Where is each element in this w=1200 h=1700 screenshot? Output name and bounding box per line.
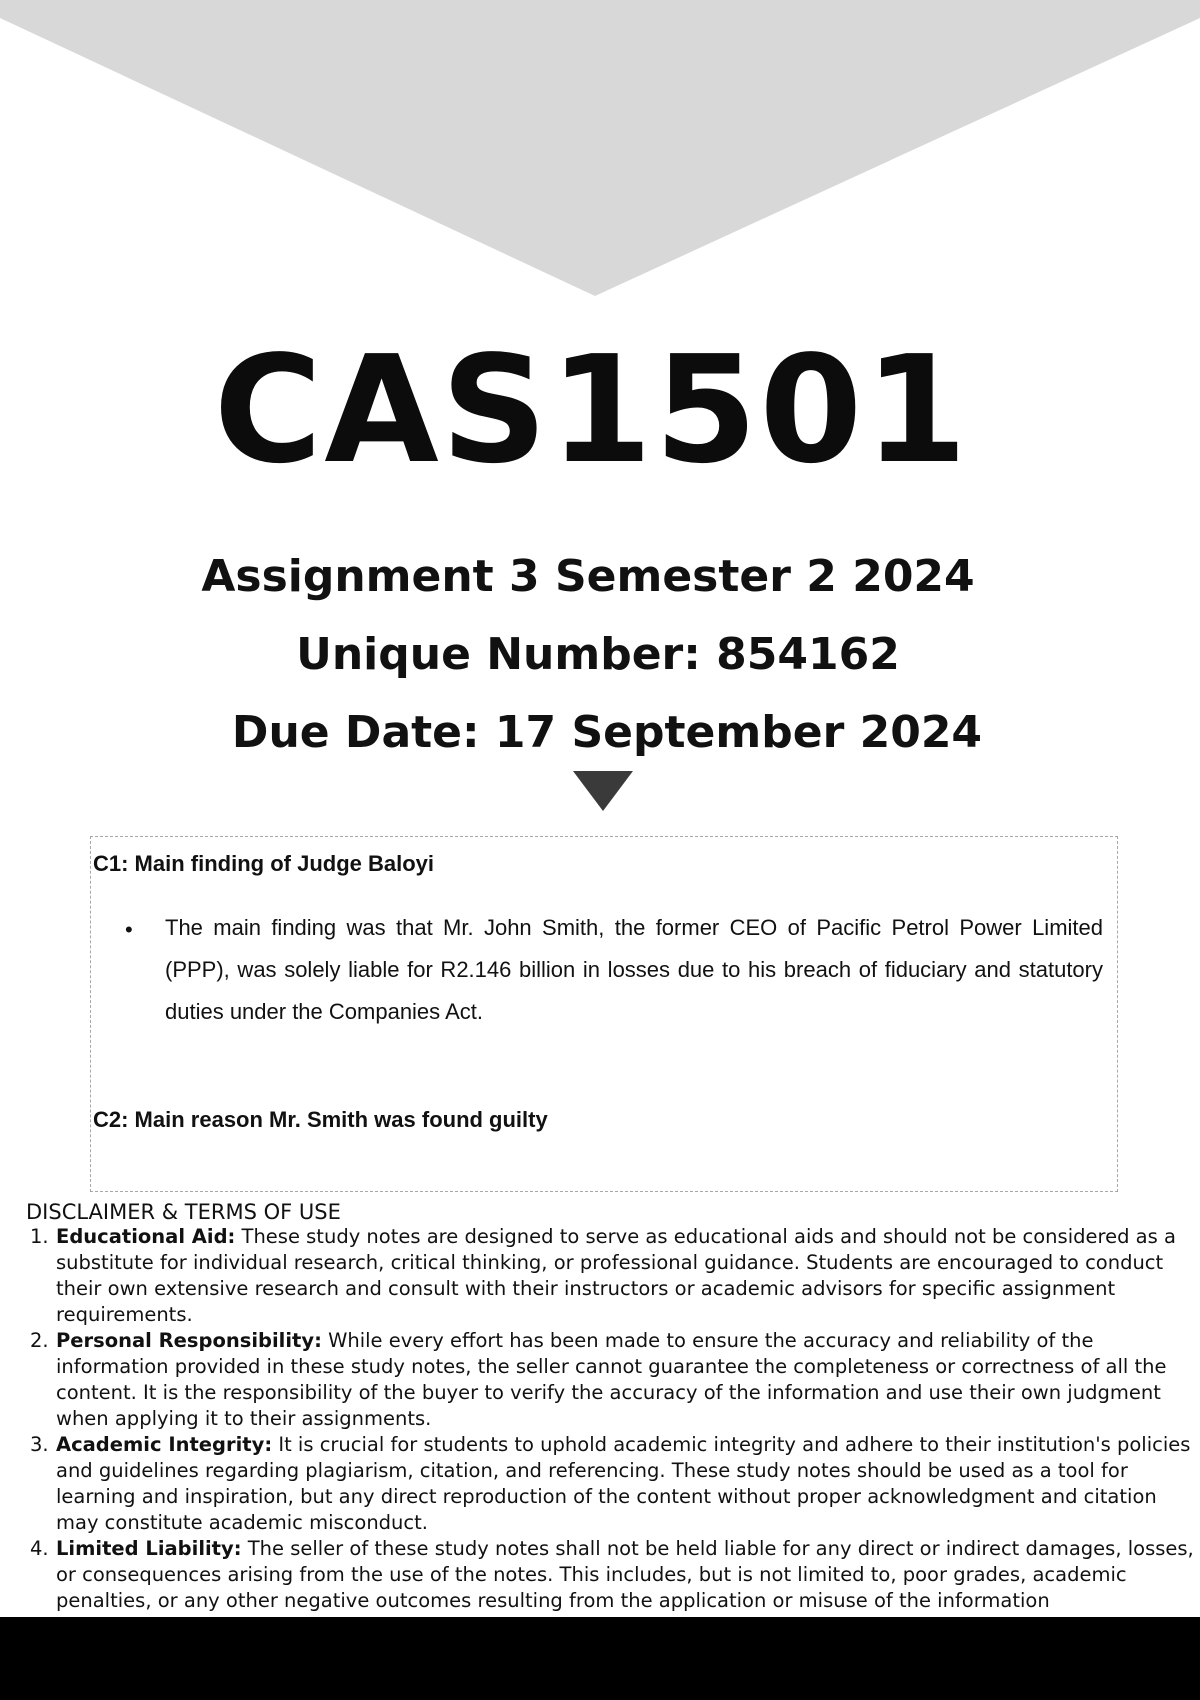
assignment-line: Assignment 3 Semester 2 2024 [201, 551, 975, 602]
item-text: These study notes are designed to serve as educational aids and should not be considered as a substitute for individual research, critical thinking, or professional guidance. Students are encouraged to conduct their own extensive research and consult with their instructors or academic advisors for specific assignment requirements. [56, 1225, 1176, 1326]
item-text: While every effort has been made to ensure the accuracy and reliability of the information provided in these study notes, the seller cannot guarantee the completeness or correctness of all the content. It is the responsibility of the buyer to verify the accuracy of the information and use their own judgment when applying it to their assignments. [56, 1329, 1167, 1430]
c1-answer-text: The main finding was that Mr. John Smith, the former CEO of Pacific Petrol Power Limited (PPP), was solely liable for R2.146 billion in losses due to his breach of fiduciary and statutory duties under the Companies Act. [165, 915, 1103, 1024]
item-number: 3. [30, 1433, 49, 1456]
item-number: 1. [30, 1225, 49, 1248]
bullet-dot-icon: • [125, 917, 133, 942]
unique-number-line: Unique Number: 854162 [296, 629, 900, 680]
c2-heading: C2: Main reason Mr. Smith was found guilty [93, 1107, 548, 1132]
disclaimer-item [0, 1536, 1196, 1614]
top-chevron-shape [0, 0, 1200, 300]
item-label: Academic Integrity: [56, 1433, 273, 1456]
course-code-title: CAS1501 [213, 324, 970, 496]
item-label: Educational Aid: [56, 1225, 236, 1248]
item-text: It is crucial for students to uphold academic integrity and adhere to their institution's policies and guidelines regarding plagiarism, citation, and referencing. These study notes should be used as a tool for learning and inspiration, but any direct reproduction of the content without proper acknowledgment and citation may constitute academic misconduct. [56, 1433, 1191, 1534]
disclaimer-item [0, 1224, 1196, 1328]
item-label: Personal Responsibility: [56, 1329, 322, 1352]
answer-preview-box [90, 836, 1118, 1192]
footer-bar [0, 1617, 1200, 1700]
due-date-line: Due Date: 17 September 2024 [231, 707, 983, 758]
item-label: Limited Liability: [56, 1537, 242, 1560]
item-number: 4. [30, 1537, 49, 1560]
item-number: 2. [30, 1329, 49, 1352]
disclaimer-item [0, 1328, 1196, 1432]
disclaimer-item [0, 1432, 1196, 1536]
disclaimer-list [0, 1224, 1196, 1614]
item-text: The seller of these study notes shall not be held liable for any direct or indirect damages, losses, or consequences arising from the use of the notes. This includes, but is not limited to, poor grades, academic penalties, or any other negative outcomes resulting from the application or misuse of the information [56, 1537, 1194, 1612]
down-arrow-icon [573, 771, 633, 811]
disclaimer-title: DISCLAIMER & TERMS OF USE [26, 1200, 341, 1224]
c1-heading: C1: Main finding of Judge Baloyi [93, 851, 434, 876]
